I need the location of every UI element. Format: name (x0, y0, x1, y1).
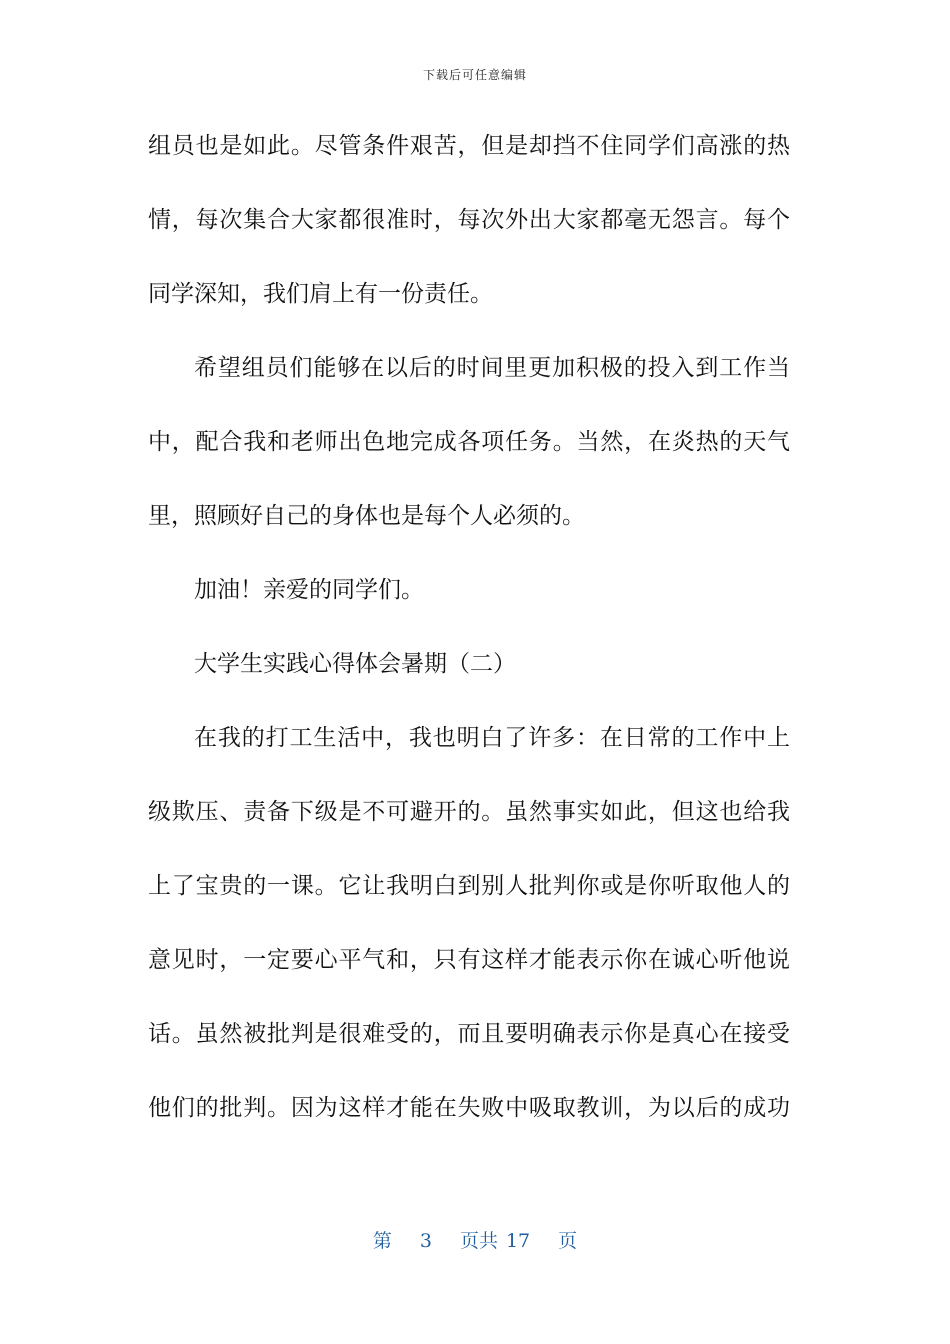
paragraph-start-line: 希望组员们能够在以后的时间里更加积极的投入到工作当 (194, 355, 790, 381)
text-line: 情，每次集合大家都很准时，每次外出大家都毫无怨言。每个 (148, 207, 790, 233)
total-page-count: 17 (505, 1230, 531, 1252)
page-footer (0, 1226, 950, 1253)
footer-middle: 页共 (459, 1230, 498, 1252)
paragraph-start-line: 加油！亲爱的同学们。 (194, 577, 424, 603)
header-note: 下载后可任意编辑 (422, 68, 527, 82)
paragraph-start-line: 在我的打工生活中，我也明白了许多：在日常的工作中上 (194, 725, 790, 751)
text-line: 中，配合我和老师出色地完成各项任务。当然，在炎热的天气 (148, 429, 790, 455)
footer-suffix: 页 (558, 1230, 578, 1252)
footer-prefix: 第 (372, 1230, 392, 1252)
section-heading: 大学生实践心得体会暑期（二） (194, 651, 516, 677)
text-line: 意见时，一定要心平气和，只有这样才能表示你在诚心听他说 (148, 947, 790, 973)
text-line: 上了宝贵的一课。它让我明白到别人批判你或是你听取他人的 (148, 873, 790, 899)
text-line: 组员也是如此。尽管条件艰苦，但是却挡不住同学们高涨的热 (148, 133, 790, 159)
text-line: 他们的批判。因为这样才能在失败中吸取教训，为以后的成功 (148, 1095, 790, 1121)
text-line: 级欺压、责备下级是不可避开的。虽然事实如此，但这也给我 (148, 799, 790, 825)
document-body (148, 124, 790, 1160)
text-line: 同学深知，我们肩上有一份责任。 (148, 281, 493, 307)
current-page-number: 3 (419, 1230, 432, 1252)
text-line: 话。虽然被批判是很难受的，而且要明确表示你是真心在接受 (148, 1021, 790, 1047)
text-line: 里，照顾好自己的身体也是每个人必须的。 (148, 503, 585, 529)
